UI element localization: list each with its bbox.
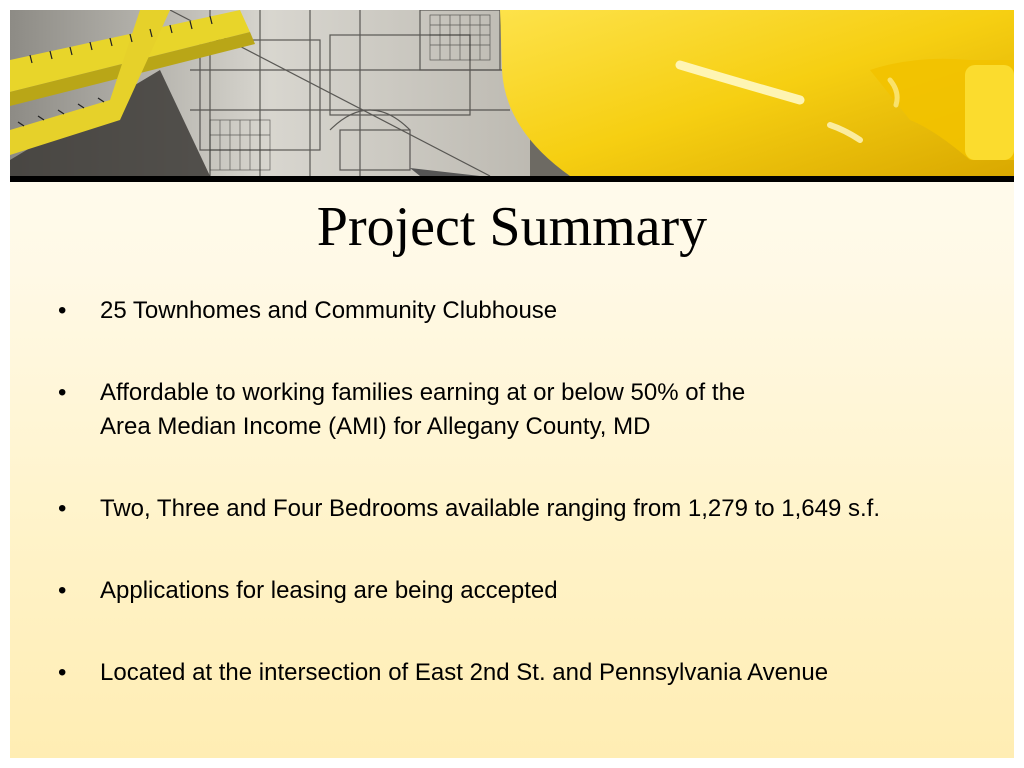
- bullet-text-line-1: Affordable to working families earning at or below 50% of the: [100, 379, 746, 406]
- bullet-list: [58, 290, 988, 690]
- bullet-marker: •: [58, 379, 67, 406]
- bullet-text-line-2: Area Median Income (AMI) for Allegany County, MD: [100, 413, 651, 440]
- bullet-text: Applications for leasing are being accepted: [100, 577, 558, 604]
- bullet-text: Two, Three and Four Bedrooms available ranging from 1,279 to 1,649 s.f.: [100, 495, 880, 522]
- header-divider: [10, 176, 1014, 182]
- bullet-marker: •: [58, 297, 67, 324]
- bullet-text: Located at the intersection of East 2nd St. and Pennsylvania Avenue: [100, 659, 829, 686]
- bullet-text: 25 Townhomes and Community Clubhouse: [100, 297, 558, 324]
- construction-banner-image: [10, 10, 1014, 176]
- header-image: [10, 10, 1014, 176]
- bullet-item: [58, 376, 988, 444]
- slide: [10, 10, 1014, 758]
- bullet-item: [58, 294, 988, 328]
- bullet-marker: •: [58, 659, 67, 686]
- bullet-marker: •: [58, 577, 67, 604]
- bullet-item: [58, 574, 988, 608]
- bullet-item: [58, 656, 988, 690]
- bullet-marker: •: [58, 495, 67, 522]
- slide-title: Project Summary: [316, 196, 708, 258]
- bullet-item: [58, 492, 988, 526]
